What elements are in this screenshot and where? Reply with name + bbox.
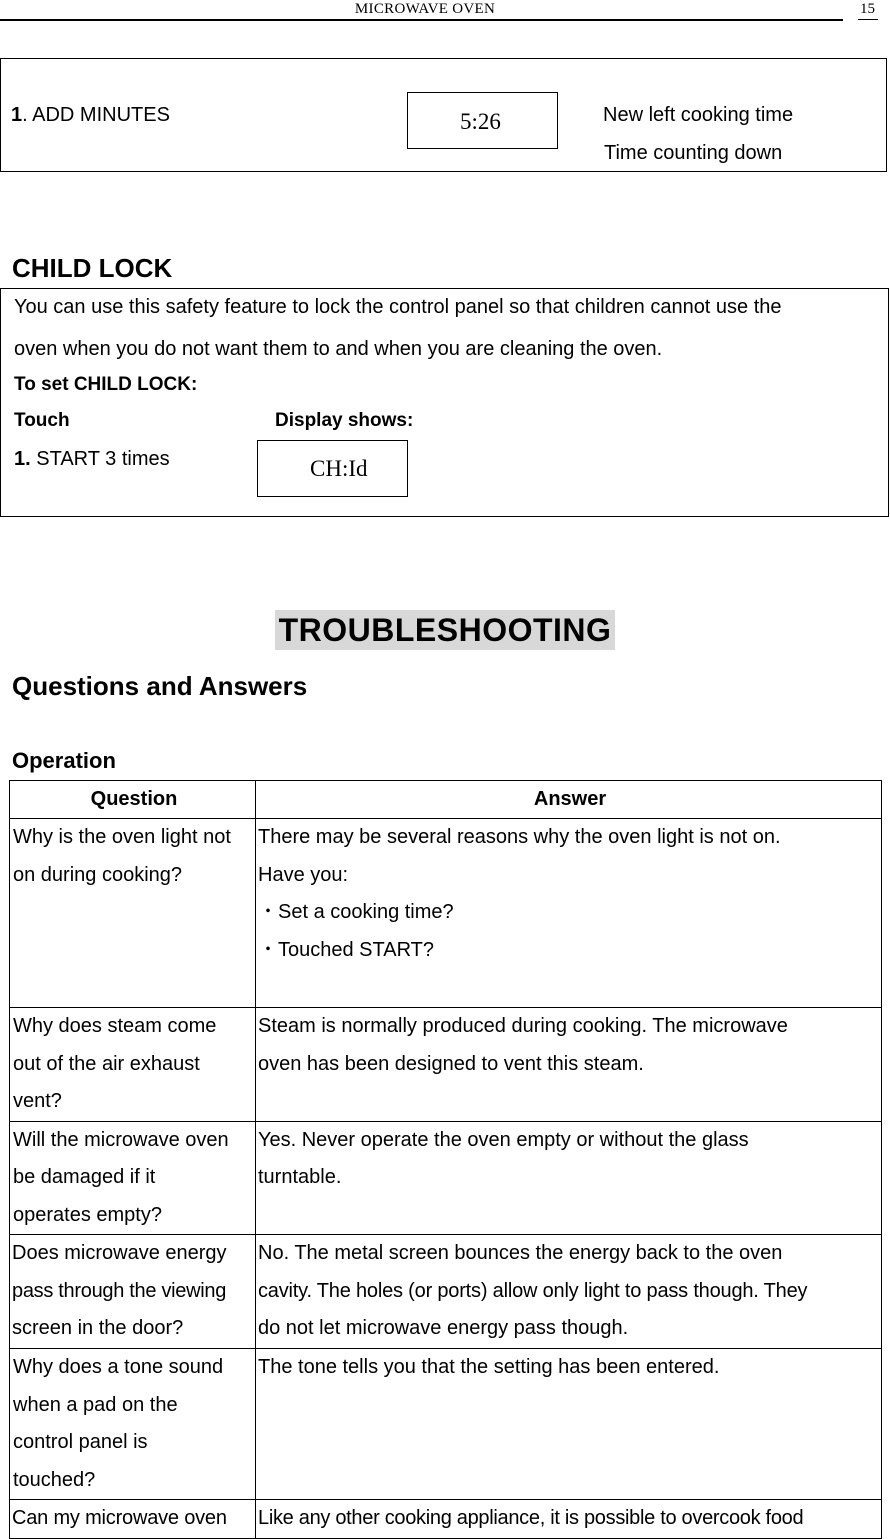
- operation-heading: Operation: [12, 748, 116, 773]
- time-display: [407, 92, 558, 149]
- question-line: Why is the oven light not: [13, 826, 231, 848]
- table-row: [10, 1008, 882, 1122]
- time-counting-down-note: Time counting down: [604, 142, 783, 164]
- question-line: pass through the viewing: [12, 1279, 227, 1302]
- qa-table-header-row: [10, 781, 882, 819]
- table-row: [10, 1235, 882, 1349]
- question-cell: [10, 1349, 256, 1500]
- question-line: touched?: [13, 1468, 96, 1491]
- answer-column-header: Answer: [256, 781, 882, 819]
- display-shows-column-label: Display shows:: [275, 410, 414, 431]
- question-line: out of the air exhaust: [13, 1052, 200, 1075]
- question-line: control panel is: [13, 1431, 148, 1453]
- troubleshooting-heading: TROUBLESHOOTING: [275, 610, 615, 650]
- answer-bullet: ・Touched START?: [258, 938, 435, 961]
- page-header-title: MICROWAVE OVEN: [354, 1, 496, 17]
- question-line: Why does steam come: [13, 1015, 217, 1037]
- time-display-value: 5:26: [460, 109, 501, 134]
- answer-line: oven has been designed to vent this steam.: [258, 1052, 644, 1075]
- question-line: Does microwave energy: [12, 1242, 227, 1264]
- question-line: be damaged if it: [13, 1166, 156, 1188]
- header-rule: [0, 19, 843, 21]
- answer-line: Have you:: [258, 863, 349, 886]
- answer-cell: [256, 1500, 882, 1539]
- questions-and-answers-heading: Questions and Answers: [12, 671, 308, 701]
- child-lock-step: [14, 447, 170, 471]
- question-cell: [10, 819, 256, 1008]
- question-cell: [10, 1500, 256, 1539]
- answer-line: Steam is normally produced during cooking. The microwave: [258, 1015, 788, 1037]
- set-child-lock-heading: To set CHILD LOCK:: [14, 374, 198, 395]
- answer-line: Yes. Never operate the oven empty or without the glass: [258, 1128, 749, 1151]
- answer-cell: [256, 819, 882, 1008]
- child-lock-heading: CHILD LOCK: [12, 253, 173, 283]
- child-lock-box: [0, 288, 889, 517]
- child-lock-display-value: CH:Id: [310, 456, 368, 481]
- new-left-cooking-time-note: New left cooking time: [603, 104, 794, 126]
- qa-table: [9, 780, 882, 1539]
- question-line: on during cooking?: [13, 863, 183, 886]
- answer-cell: [256, 1121, 882, 1235]
- answer-line: No. The metal screen bounces the energy back to the oven: [258, 1242, 783, 1264]
- child-lock-description-line1: You can use this safety feature to lock the control panel so that children cannot use the: [14, 296, 782, 318]
- question-column-header: Question: [10, 781, 256, 819]
- answer-line: There may be several reasons why the oven light is not on.: [258, 826, 781, 848]
- answer-line: cavity. The holes (or ports) allow only light to pass though. They: [258, 1279, 808, 1302]
- add-minutes-step: [11, 103, 170, 127]
- child-lock-display: [257, 440, 408, 497]
- question-cell: [10, 1121, 256, 1235]
- question-line: Why does a tone sound: [13, 1356, 224, 1378]
- page-number-rule: [858, 19, 878, 20]
- page-number: 15: [860, 1, 875, 17]
- question-line: when a pad on the: [13, 1393, 178, 1416]
- answer-line: turntable.: [258, 1166, 342, 1188]
- question-line: operates empty?: [13, 1203, 162, 1226]
- answer-bullet: ・Set a cooking time?: [258, 901, 454, 923]
- table-row: [10, 1349, 882, 1500]
- table-row: [10, 819, 882, 1008]
- table-row: [10, 1121, 882, 1235]
- answer-cell: [256, 1008, 882, 1122]
- answer-cell: [256, 1235, 882, 1349]
- answer-line: do not let microwave energy pass though.: [258, 1317, 629, 1339]
- child-lock-step-number: 1.: [14, 448, 31, 470]
- child-lock-step-text: START 3 times: [30, 448, 170, 470]
- table-row: [10, 1500, 882, 1539]
- answer-line: Like any other cooking appliance, it is possible to overcook food: [258, 1507, 804, 1529]
- child-lock-description-line2: oven when you do not want them to and when you are cleaning the oven.: [14, 338, 663, 360]
- question-line: Will the microwave oven: [13, 1128, 229, 1151]
- answer-line: The tone tells you that the setting has been entered.: [258, 1356, 720, 1378]
- step-number: 1: [11, 104, 23, 126]
- touch-column-label: Touch: [14, 410, 70, 431]
- step-text: . ADD MINUTES: [22, 104, 170, 126]
- question-cell: [10, 1235, 256, 1349]
- question-line: Can my microwave oven: [12, 1507, 227, 1529]
- question-line: screen in the door?: [12, 1317, 184, 1339]
- answer-cell: [256, 1349, 882, 1500]
- question-line: vent?: [13, 1090, 62, 1112]
- add-minutes-box: [0, 58, 887, 172]
- question-cell: [10, 1008, 256, 1122]
